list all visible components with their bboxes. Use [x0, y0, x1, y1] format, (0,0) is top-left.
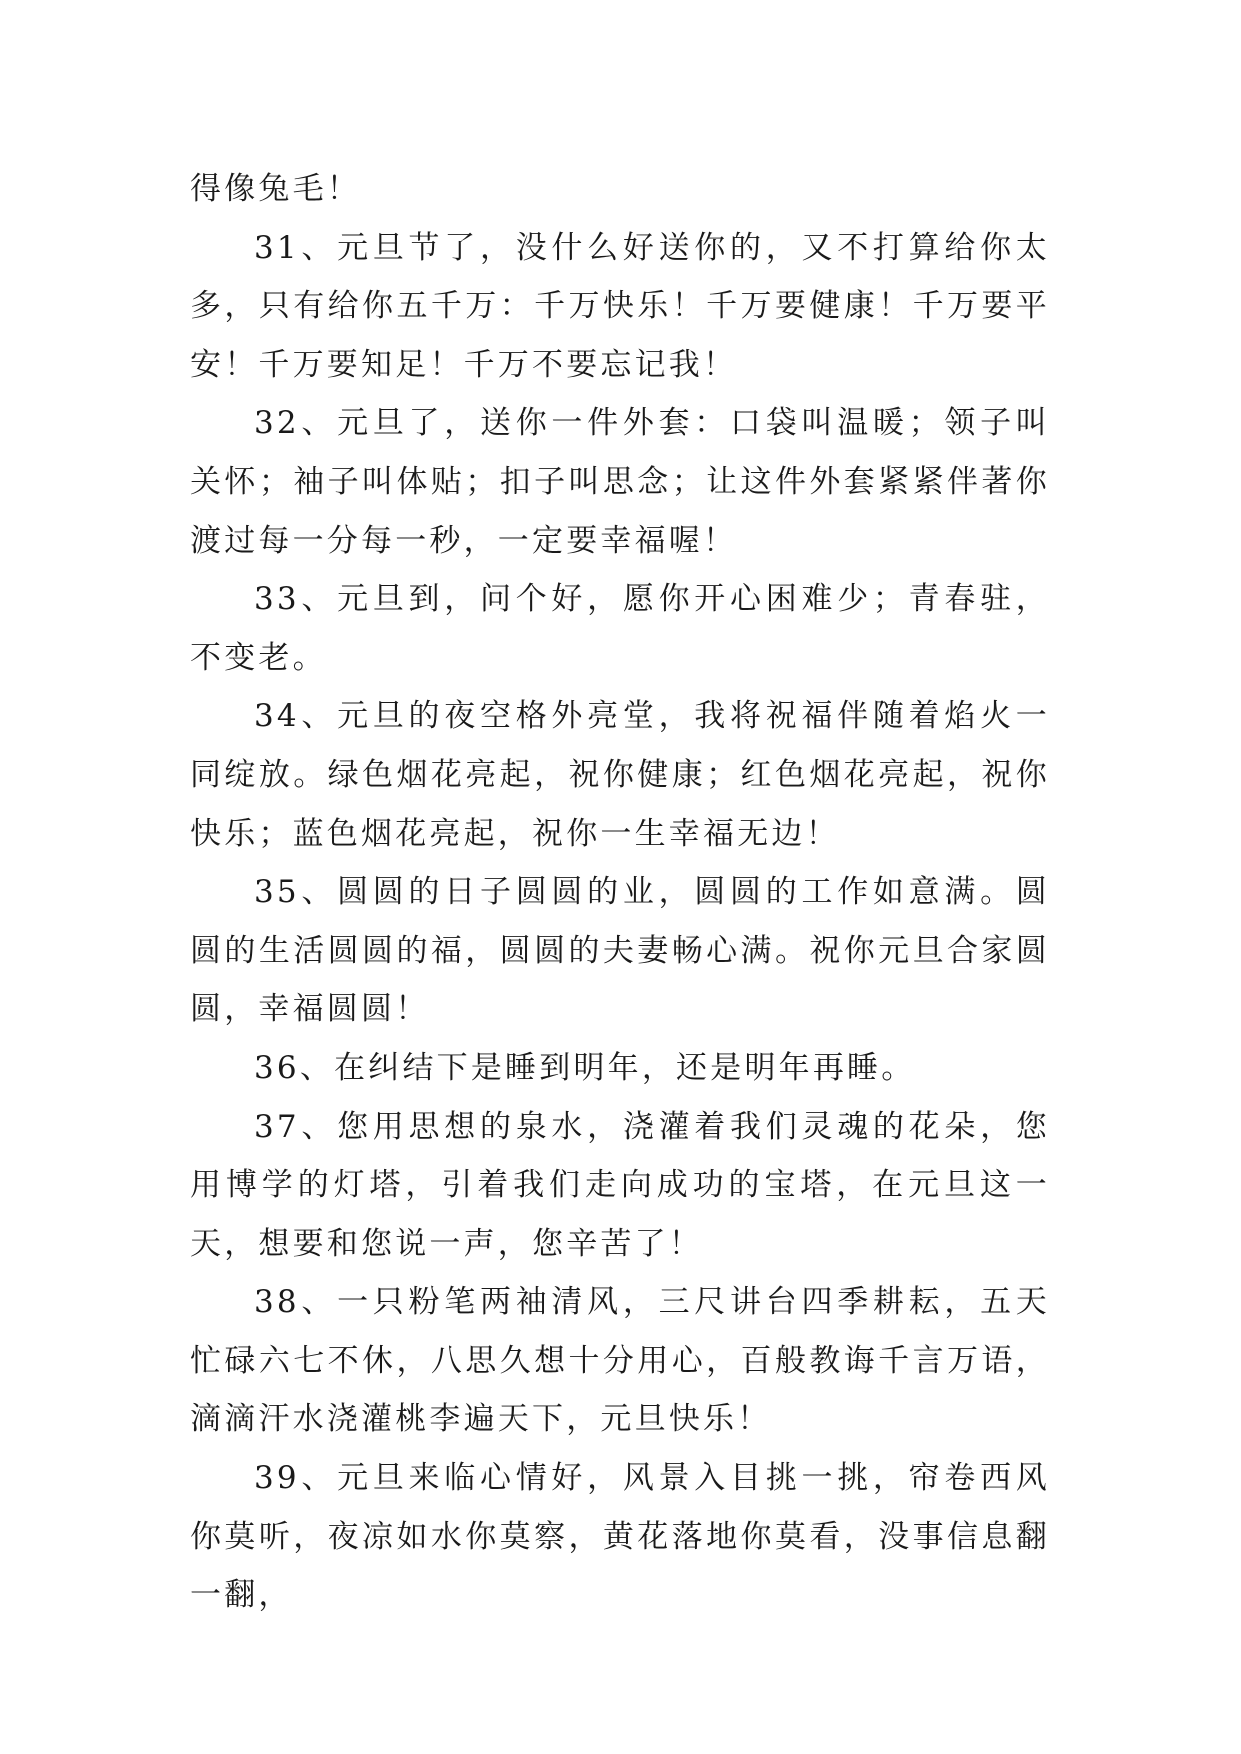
paragraph-32: 32、元旦了，送你一件外套：口袋叫温暖；领子叫关怀；袖子叫体贴；扣子叫思念；让这件外套紧紧伴著你渡过每一分每一秒，一定要幸福喔！	[190, 405, 1050, 559]
paragraph-34: 34、元旦的夜空格外亮堂，我将祝福伴随着焰火一同绽放。绿色烟花亮起，祝你健康；红色烟花亮起，祝你快乐；蓝色烟花亮起，祝你一生幸福无边！	[190, 698, 1050, 852]
paragraph-33: 33、元旦到，问个好，愿你开心困难少；青春驻，不变老。	[190, 581, 1050, 676]
paragraph-36: 36、在纠结下是睡到明年，还是明年再睡。	[254, 1049, 916, 1086]
paragraph-31: 31、元旦节了，没什么好送你的，又不打算给你太多，只有给你五千万：千万快乐！千万要健康！千万要平安！千万要知足！千万不要忘记我！	[190, 229, 1050, 383]
paragraph-38: 38、一只粉笔两袖清风，三尺讲台四季耕耘，五天忙碌六七不休，八思久想十分用心，百般教诲千言万语，滴滴汗水浇灌桃李遍天下，元旦快乐！	[190, 1284, 1050, 1438]
paragraph-39: 39、元旦来临心情好，风景入目挑一挑，帘卷西风你莫听，夜凉如水你莫察，黄花落地你莫看，没事信息翻一翻，	[190, 1460, 1050, 1614]
paragraph-continuation: 得像兔毛！	[190, 171, 361, 207]
paragraph-37: 37、您用思想的泉水，浇灌着我们灵魂的花朵，您用博学的灯塔，引着我们走向成功的宝塔，在元旦这一天，想要和您说一声，您辛苦了！	[190, 1108, 1050, 1262]
paragraph-35: 35、圆圆的日子圆圆的业，圆圆的工作如意满。圆圆的生活圆圆的福，圆圆的夫妻畅心满。祝你元旦合家圆圆，幸福圆圆！	[190, 874, 1050, 1028]
document-body	[190, 160, 1050, 1625]
